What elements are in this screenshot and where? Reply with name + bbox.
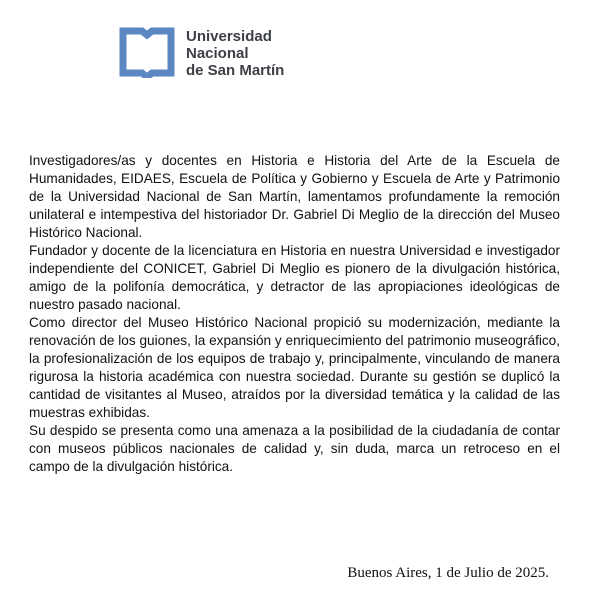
paragraph-4: Su despido se presenta como una amenaza a la posibilidad de la ciudadanía de contar con museos públicos nacionales de calidad y, sin duda, marca un retroceso en el campo de la divulgación histórica. [29,423,560,474]
university-name [186,28,284,79]
university-header [118,26,284,79]
statement-body [29,152,560,476]
logo-line-2: Nacional [186,45,249,62]
paragraph-2: Fundador y docente de la licenciatura en Historia en nuestra Universidad e investigador independiente del CONICET, Gabriel Di Meglio es pionero de la divulgación histórica, amigo de la polifonía democrática, y detractor de las apropiaciones ideológicas de nuestro pasado nacional. [29,243,560,312]
place-date: Buenos Aires, 1 de Julio de 2025. [347,565,549,581]
paragraph-3: Como director del Museo Histórico Nacional propició su modernización, mediante la renovación de los guiones, la expansión y enriquecimiento del patrimonio museográfico, la profesionalización de los equipos de trabajo y, principalmente, vinculando de manera rigurosa la historia académica con nuestra sociedad. Durante su gestión se duplicó la cantidad de visitantes al Museo, atraídos por la diversidad temática y la calidad de las muestras exhibidas. [29,315,560,420]
logo-line-1: Universidad [186,28,272,45]
paragraph-1: Investigadores/as y docentes en Historia e Historia del Arte de la Escuela de Humanidades, EIDAES, Escuela de Política y Gobierno y Escuela de Arte y Patrimonio de la Universidad Nacional de San Martín, lamentamos profundamente la remoción unilateral e intempestiva del historiador Dr. Gabriel Di Meglio de la dirección del Museo Histórico Nacional. [29,153,560,240]
logo-line-3: de San Martín [186,62,285,79]
open-book-icon [118,26,176,78]
